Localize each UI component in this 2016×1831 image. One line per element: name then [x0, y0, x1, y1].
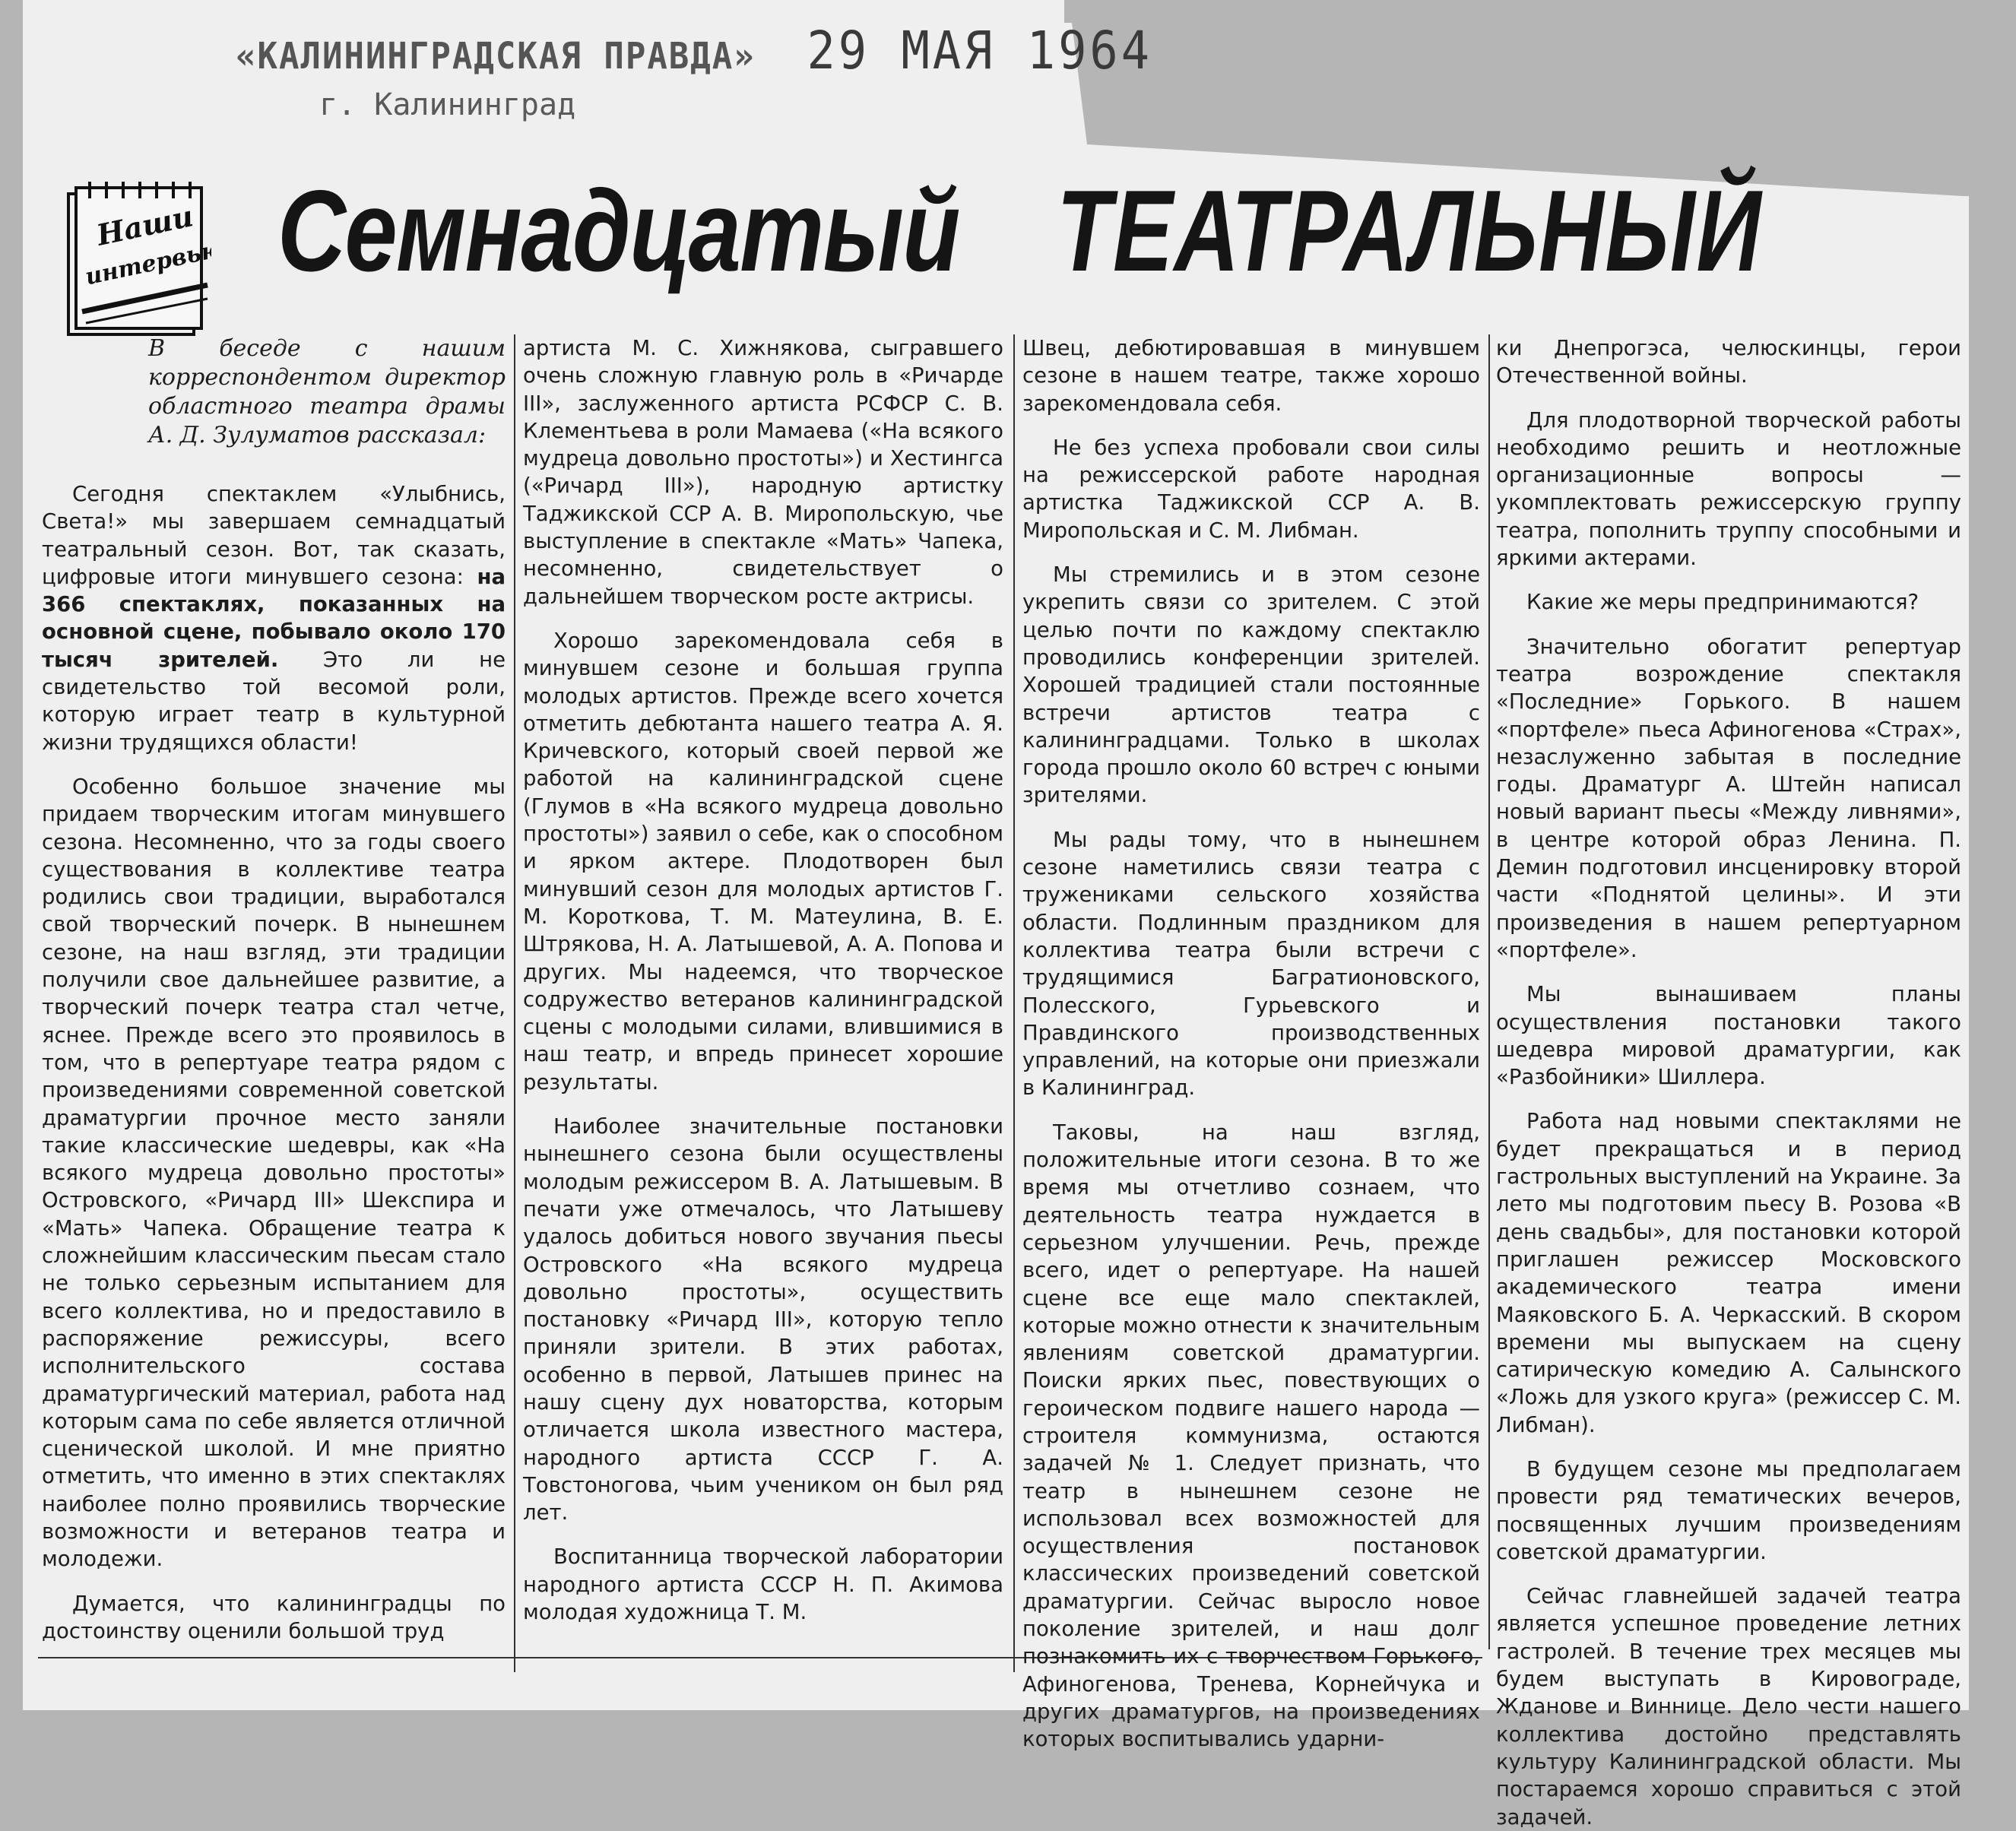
paragraph: Наиболее значительные постановки нынешнего сезона были осуществлены молодым режиссером В. А. Латышевым. В печати уже отмечалось, что Латышеву удалось добиться нового звучания пьесы Островского «На всякого мудреца довольно простоты», осуществить постановку «Ричард III», которую тепло приняли зрители. В этих работах, особенно в первой, Латышев принес на нашу сцену дух новаторства, которым отличается школа известного мастера, народного артиста СССР Г. А. Товстоногова, чьим учеником он был ряд лет. — [523, 1114, 1003, 1525]
stamp-date: 29 МАЯ 1964 — [807, 20, 1153, 81]
article-column-3 — [1022, 334, 1480, 1753]
stamp-newspaper-name: «КАЛИНИНГРАДСКАЯ ПРАВДА» — [236, 34, 756, 78]
paragraph: Для плодотворной творческой работы необходимо решить и неотложные организационные вопросы — укомплектовать режиссерскую группу театра, пополнить труппу способными и яркими актерами. — [1496, 407, 1961, 571]
paragraph: Швец, дебютировавшая в минувшем сезоне в нашем театре, также хорошо зарекомендовала себя. — [1022, 336, 1480, 416]
rubric-line1: Наши — [94, 198, 197, 252]
stamp-city: г. Калининград — [319, 87, 576, 122]
article-column-4 — [1496, 334, 1961, 1831]
paragraph: Какие же меры предпринимаются? — [1526, 590, 1919, 615]
column-rule — [1013, 334, 1015, 1672]
paragraph: Не без успеха пробовали свои силы на режиссерской работе народная артистка Таджикской ССР А. В. Миропольская и С. М. Либман. — [1022, 435, 1480, 543]
paragraph: В будущем сезоне мы предполагаем провести ряд тематических вечеров, посвященных лучшим произведениям советской драматургии. — [1496, 1456, 1961, 1564]
headline-word-2: ТЕАТРАЛЬНЫЙ — [1057, 166, 1763, 296]
intro-paragraph: В беседе с нашим корреспондентом директор областного театра драмы А. Д. Зулуматов рассказал: — [148, 335, 506, 448]
notepad-icon — [59, 179, 211, 353]
article-column-2 — [523, 334, 1003, 1626]
paragraph: Сейчас главнейшей задачей театра является успешное проведение летних гастролей. В течение трех месяцев мы будем выступать в Кировограде, Жданове и Виннице. Дело чести нашего коллектива достойно представлять культуру Калининградской области. Мы постараемся хорошо справиться с этой задачей. — [1496, 1584, 1961, 1829]
highlight-figures: на 366 спектаклях, показанных на основной сцене, побывало около 170 тысяч зрителей. — [42, 564, 506, 672]
archive-stamp — [236, 20, 1152, 87]
paragraph: артиста М. С. Хижнякова, сыгравшего очень сложную главную роль в «Ричарде III», заслуженного артиста РСФСР С. В. Клементьева в роли Мамаева («На всякого мудреца довольно простоты») и Хестингса («Ричард III»), народную артистку Таджикской ССР А. В. Миропольскую, чье выступление в спектакле «Мать» Чапека, несомненно, свидетельствует о дальнейшем творческом росте актрисы. — [523, 336, 1003, 609]
column-rule — [1488, 334, 1490, 1649]
paragraph: Мы рады тому, что в нынешнем сезоне наметились связи театра с тружениками сельского хозяйства области. Подлинным праздником для коллектива театра были встречи с трудящимися Багратионовского, Полесского, Гурьевского и Правдинского производственных управлений, на которые они приезжали в Калининград. — [1022, 827, 1480, 1101]
article-column-1 — [42, 334, 506, 1645]
rubric-emblem — [59, 179, 211, 353]
paragraph: Сегодня спектаклем «Улыбнись, Света!» мы завершаем семнадцатый театральный сезон. Вот, так сказать, цифровые итоги минувшего сезона: на 366 спектаклях, показанных на основной сцене, побывало около 170 тысяч зрителей. Это ли не свидетельство той весомой роли, которую играет театр в культурной жизни трудящихся области! — [42, 482, 506, 755]
column-rule — [514, 334, 515, 1672]
paragraph: ки Днепрогэса, челюскинцы, герои Отечественной войны. — [1496, 336, 1961, 388]
rubric-line2: интервью — [83, 235, 211, 291]
paragraph: Особенно большое значение мы придаем творческим итогам минувшего сезона. Несомненно, что за годы своего существования в коллективе театра родились свои традиции, выработался свой творческий почерк. В нынешнем сезоне, на наш взгляд, эти традиции получили свое дальнейшее развитие, а творческий почерк театра стал четче, яснее. Прежде всего это проявилось в том, что в репертуаре театра рядом с произведениями современной советской драматургии прочное место заняли такие классические шедевры, как «На всякого мудреца довольно простоты» Островского, «Ричард III» Шекспира и «Мать» Чапека. Обращение театра к сложнейшим классическим пьесам стало не только серьезным испытанием для всего коллектива, но и предоставило в распоряжение режиссуры, всего исполнительского состава драматургический материал, работа над которым сама по себе является отличной сценической школой. И мне приятно отметить, что именно в этих спектаклях наиболее полно проявились творческие возможности и ветеранов театра и молодежи. — [42, 774, 506, 1572]
paragraph: Мы стремились и в этом сезоне укрепить связи со зрителем. С этой целью почти по каждому спектаклю проводились конференции зрителей. Хорошей традицией стали постоянные встречи артистов театра с калининградцами. Только в школах города прошло около 60 встреч с юными зрителями. — [1022, 562, 1480, 808]
paragraph: Думается, что калининградцы по достоинству оценили большой труд — [42, 1591, 506, 1643]
paragraph: Таковы, на наш взгляд, положительные итоги сезона. В то же время мы отчетливо сознаем, что деятельность театра нуждается в серьезном улучшении. Речь, прежде всего, идет о репертуаре. На нашей сцене все еще мало спектаклей, которые можно отнести к значительным явлениям советской драматургии. Поиски ярких пьес, повествующих о героическом подвиге нашего народа — строителя коммунизма, остаются задачей № 1. Следует признать, что театр в нынешнем сезоне не использовал всех возможностей для осуществления постановок классических произведений советской драматургии. Сейчас выросло новое поколение зрителей, и наш долг познакомить их с творчеством Горького, Афиногенова, Тренева, Корнейчука и других драматургов, на произведениях которых воспитывались ударни- — [1022, 1120, 1480, 1752]
paragraph: Мы вынашиваем планы осуществления постановки такого шедевра мировой драматургии, как «Разбойники» Шиллера. — [1496, 982, 1961, 1090]
headline-word-1: Семнадцатый — [277, 166, 959, 296]
paragraph: Значительно обогатит репертуар театра возрождение спектакля «Последние» Горького. В нашем «портфеле» пьеса Афиногенова «Страх», незаслуженно забытая в последние годы. Драматург А. Штейн написал новый вариант пьесы «Между ливнями», в центре которой образ Ленина. П. Демин подготовил инсценировку второй части «Поднятой целины». И эти произведения в нашем репертуарном «портфеле». — [1496, 634, 1961, 962]
paragraph: Воспитанница творческой лаборатории народного артиста СССР Н. П. Акимова молодая художница Т. М. — [523, 1544, 1003, 1625]
paragraph: Работа над новыми спектаклями не будет прекращаться и в период гастрольных выступлений на Украине. За лето мы подготовим пьесу В. Розова «В день свадьбы», для постановки которой приглашен режиссер Московского академического театра имени Маяковского Б. А. Черкасский. В скором времени мы выпускаем на сцену сатирическую комедию А. Салынского «Ложь для узкого круга» (режиссер С. М. Либман). — [1496, 1109, 1961, 1437]
paragraph: Хорошо зарекомендовала себя в минувшем сезоне и большая группа молодых артистов. Прежде всего хочется отметить дебютанта нашего театра А. Я. Кричевского, который своей первой же работой на калининградской сцене (Глумов в «На всякого мудреца довольно простоты») заявил о себе, как о способном и ярком актере. Плодотворен был минувший сезон для молодых артистов Г. М. Короткова, Т. М. Матеулина, В. Е. Штрякова, Н. А. Латышевой, А. А. Попова и других. Мы надеемся, что творческое содружество ветеранов калининградской сцены с молодыми силами, влившимися в наш театр, и впредь принесет хорошие результаты. — [523, 628, 1003, 1094]
